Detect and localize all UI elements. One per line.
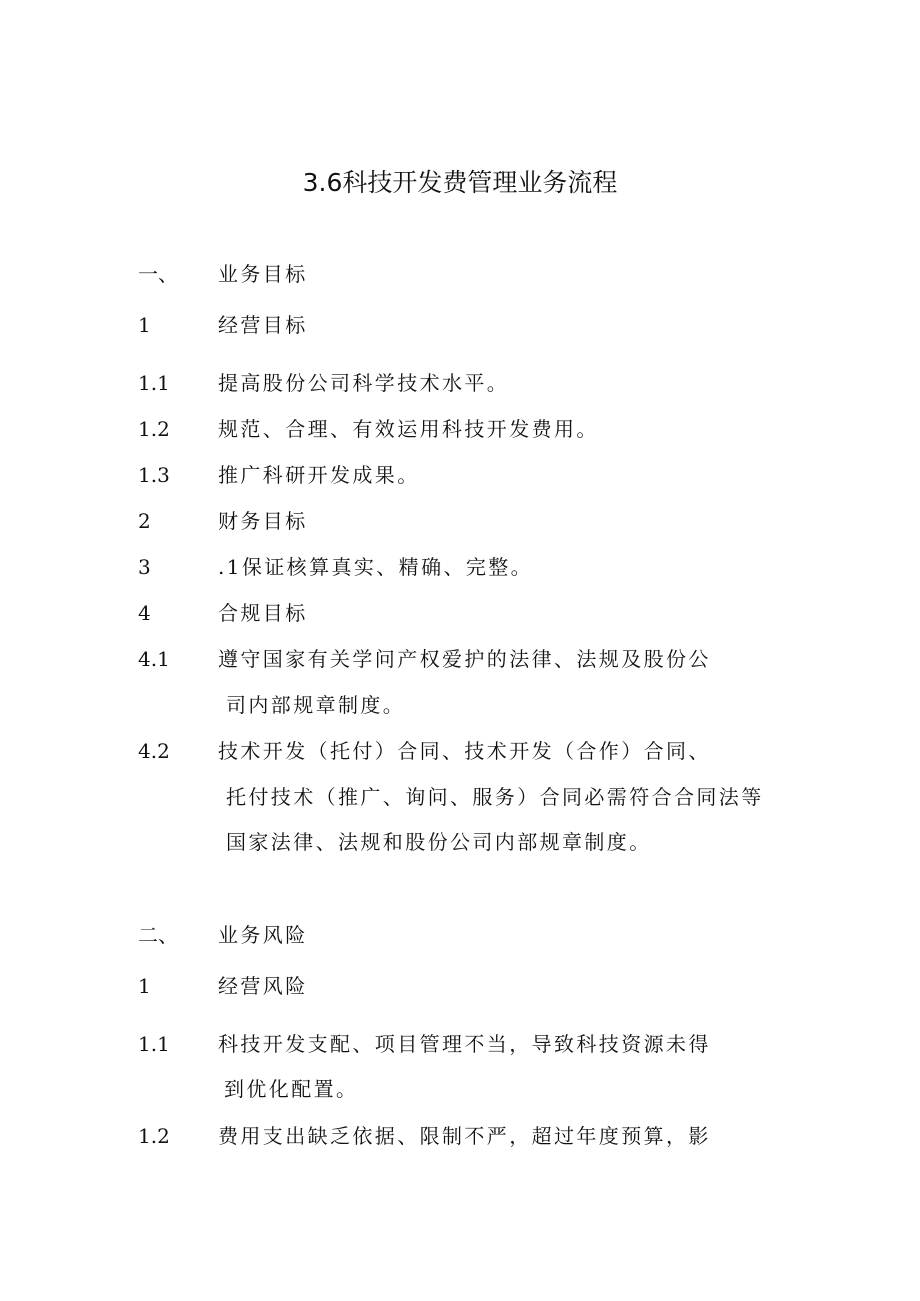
item-text: 费用支出缺乏依据、限制不严，超过年度预算，影 bbox=[218, 1124, 711, 1148]
item-number: 1.1 bbox=[138, 1032, 170, 1056]
item-number: 4 bbox=[138, 601, 151, 625]
item-text: 规范、合理、有效运用科技开发费用。 bbox=[218, 417, 599, 441]
item-label: 经营风险 bbox=[218, 974, 308, 998]
page-title: 3.6科技开发费管理业务流程 bbox=[302, 168, 618, 197]
item-text: 技术开发（托付）合同、技术开发（合作）合同、 bbox=[218, 739, 711, 763]
item-number: 1 bbox=[138, 313, 151, 337]
section-number: 一、 bbox=[138, 262, 178, 286]
item-number: 1.2 bbox=[138, 417, 170, 441]
item-number: 1.2 bbox=[138, 1124, 170, 1148]
section-label: 业务目标 bbox=[218, 262, 308, 286]
item-number: 4.1 bbox=[138, 647, 170, 671]
item-number: 1.1 bbox=[138, 371, 170, 395]
item-text: 推广科研开发成果。 bbox=[218, 463, 420, 487]
item-text: 托付技术（推广、询问、服务）合同必需符合合同法等 bbox=[226, 785, 764, 809]
item-label: 经营目标 bbox=[218, 313, 308, 337]
item-number: 4.2 bbox=[138, 739, 170, 763]
item-label: 合规目标 bbox=[218, 601, 308, 625]
item-number: 1.3 bbox=[138, 463, 170, 487]
section-number: 二、 bbox=[138, 923, 178, 947]
item-text: 国家法律、法规和股份公司内部规章制度。 bbox=[226, 830, 652, 854]
item-text: 到优化配置。 bbox=[224, 1077, 359, 1101]
item-number: 1 bbox=[138, 974, 151, 998]
item-text: 司内部规章制度。 bbox=[226, 693, 406, 717]
item-number: 3 bbox=[138, 555, 151, 579]
item-text: 科技开发支配、项目管理不当，导致科技资源未得 bbox=[218, 1032, 711, 1056]
item-number: 2 bbox=[138, 509, 151, 533]
section-label: 业务风险 bbox=[218, 923, 308, 947]
item-text: 遵守国家有关学问产权爱护的法律、法规及股份公 bbox=[218, 647, 711, 671]
item-text: .1保证核算真实、精确、完整。 bbox=[218, 555, 534, 579]
item-text: 提高股份公司科学技术水平。 bbox=[218, 371, 510, 395]
item-label: 财务目标 bbox=[218, 509, 308, 533]
